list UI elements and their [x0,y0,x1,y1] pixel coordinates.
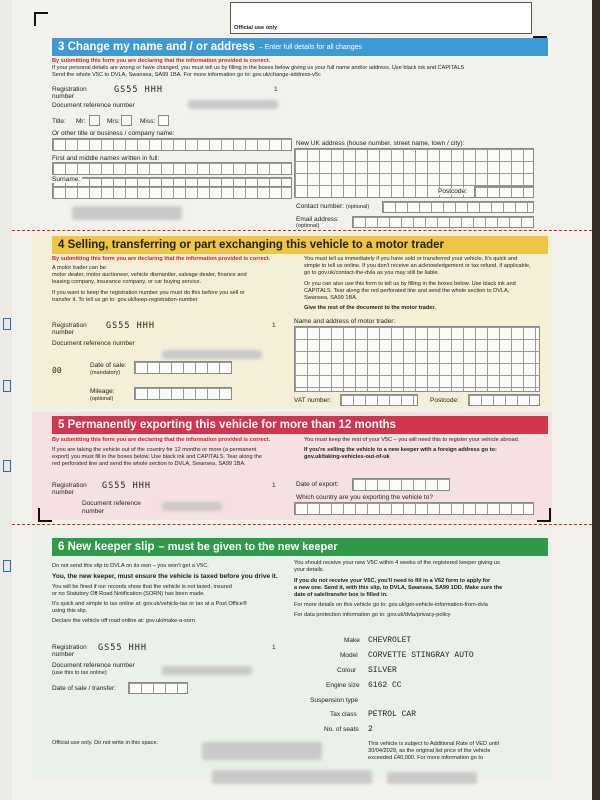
info-text: Or you can also use this form to tell us by filling in the boxes below. Use black ink and [304,281,516,287]
motor-trader-input[interactable] [294,326,540,392]
info-text: leasing company, insurance company, or car buying service. [52,279,202,285]
redacted-document-reference [162,502,222,511]
title-label: Title: [52,118,66,125]
redacted-text [72,206,182,220]
corner-mark [537,508,551,522]
mileage-input[interactable] [134,387,232,400]
registration-number-index: 1 [274,86,278,93]
document-reference-label: Document reference number [52,662,135,669]
mileage-label: Mileage: [90,388,115,395]
info-text: transfer it. To tell us go to: gov.uk/keep-registration-number [52,297,198,303]
seats-label: No. of seats [324,726,359,733]
info-text: Declare the vehicle off road online at: gov.uk/make-a-sorn [52,618,195,624]
info-text: simple to tell us online. If you don't receive an acknowledgement or tax refund, if applicable, [304,263,531,269]
redacted-document-reference [188,100,278,109]
info-text: date of sale/transfer box is filled in. [294,592,388,598]
registration-value: GS55 HHH [114,85,163,95]
vat-input[interactable] [340,394,418,406]
document-reference-note: (use this to tax online) [52,670,107,676]
edge-mark [3,380,11,392]
v5c-form-page [12,0,592,800]
section-title: New keeper slip [67,541,155,553]
section-6-header [52,538,548,556]
colour-value: SILVER [368,666,397,675]
registration-label: Registration number [52,482,87,496]
info-text: your details. [294,567,325,573]
new-address-label: New UK address (house number, street name, town / city): [296,140,465,147]
official-use-note: Official use only. Do not write in this space. [52,740,159,746]
section-number: 6 [58,541,65,553]
edge-mark [3,560,11,572]
date-of-sale-input[interactable] [134,361,232,374]
redacted-text [202,742,322,760]
info-text: CAPITALS. Tear along the red perforated line and send the whole section to DVLA, [304,288,510,294]
title-miss-checkbox[interactable] [158,115,169,126]
registration-value: GS55 HHH [98,643,147,653]
info-text: You must keep the rest of your V5C – you will need this to register your vehicle abroad. [304,437,520,443]
registration-value: GS55 HHH [106,321,155,331]
engine-size-label: Engine size [326,682,360,689]
motor-trader-label: Name and address of motor trader: [294,318,396,325]
email-optional-label: (optional) [296,223,320,229]
postcode-input[interactable] [474,186,534,198]
email-input[interactable] [352,216,534,228]
official-use-label: Official use only [234,25,278,31]
info-text: go to gov.uk/contact-the-dvla as you may still be liable. [304,270,440,276]
edge-mark [3,460,11,472]
make-value: CHEVROLET [368,636,412,645]
mandatory-note: (mandatory) [90,370,121,376]
registration-number-index: 1 [272,322,276,329]
surname-label: Surname: [52,176,81,183]
info-text: For more details on this vehicle go to: gov.uk/get-vehicle-information-from-dvla [294,602,488,608]
info-text: Swansea, SA99 1BA. [304,295,358,301]
info-text: It's quick and simple to tax online at: gov.uk/vehicle-tax or tax at a Post Office® [52,601,247,607]
ved-note: This vehicle is subject to Additional Rate of VED until [368,741,499,747]
postcode-input[interactable] [468,394,540,406]
info-text: For data protection information go to: gov.uk/dvla/privacy-policy [294,612,451,618]
official-use-box [230,2,532,34]
other-title-label: Or other title or business / company name: [52,130,175,137]
info-text: a new one. Send it, with this slip, to DVLA, Swansea, SA99 1DD. Make sure the [294,585,503,591]
section-5-header [52,416,548,434]
perforation-line [12,230,592,231]
tax-class-value: PETROL CAR [368,710,417,719]
declaration-warning: By submitting this form you are declaring that the information provided is correct. [52,437,271,443]
registration-value: GS55 HHH [102,481,151,491]
registration-label: Registration number [52,86,87,100]
document-reference-label: Document reference number [52,340,135,347]
vat-label: VAT number: [294,397,332,404]
section-number: 3 [58,41,65,53]
section-title: Permanently exporting this vehicle for more than 12 months [67,419,397,431]
contact-input[interactable] [382,201,534,213]
other-title-input[interactable] [52,138,292,151]
info-text: gov.uk/taking-vehicles-out-of-uk [304,454,390,460]
section-title: Change my name and / or address [67,41,255,53]
info-text: Do not send this slip to DVLA on its own – you won't get a V5C. [52,563,209,569]
intro-text: Send the whole V5C to DVLA, Swansea, SA99 1BA. For more information go to: gov.uk/change-address-v5c [52,72,321,78]
title-miss-label: Miss: [140,118,156,125]
document-reference-label: Document reference number [52,102,135,109]
model-label: Model [340,652,358,659]
section-subtitle: – Enter full details for all changes [258,43,362,51]
redacted-text [387,772,477,784]
info-text: motor dealer, motor auctioneer, vehicle dismantler, salvage dealer, finance and [52,272,247,278]
perforation-line [12,524,592,525]
info-text: You should receive your new V5C within 4 weeks of the registered keeper giving us [294,560,500,566]
registration-number-index: 1 [272,482,276,489]
document-reference-label: Document reference number [82,500,141,515]
info-text: A motor trader can be: [52,265,108,271]
info-text: If you are taking the vehicle out of the country for 12 months or more (a permanent [52,447,257,453]
declaration-warning: By submitting this form you are declaring that the information provided is correct. [52,58,271,64]
declaration-warning: By submitting this form you are declaring that the information provided is correct. [52,256,271,262]
colour-label: Colour [337,667,357,674]
section-number: 4 [58,239,65,251]
oo-marker: 00 [52,366,62,375]
ved-note: 30/04/2029, as the original list price of the vehicle [368,748,491,754]
date-of-transfer-input[interactable] [128,682,188,694]
first-names-input-line1[interactable] [52,162,292,175]
intro-text: If your personal details are wrong or have changed, you must tell us by filling in the boxes below giving us your full name and/or address. Use black ink and CAPITALS [52,65,465,71]
export-country-input[interactable] [294,502,534,515]
edge-mark [3,318,11,330]
suspension-type-label: Suspension type [310,697,359,704]
postcode-label: Postcode: [430,397,459,404]
ved-note: exceeded £40,000. For more information go to [368,755,484,761]
registration-number-index: 1 [272,644,276,651]
engine-size-value: 6162 CC [368,681,402,690]
optional-note: (optional) [90,396,114,402]
info-text: using this slip. [52,608,88,614]
corner-mark [38,508,52,522]
contact-label: Contact number: (optional) [296,203,370,210]
email-label: Email address: [296,216,339,223]
corner-mark [34,12,48,26]
redacted-document-reference [162,350,262,359]
seats-value: 2 [368,725,373,734]
title-mr-checkbox[interactable] [89,115,100,126]
registration-label: Registration number [52,644,87,658]
date-of-export-label: Date of export: [296,481,339,488]
info-text: You will be fined if our records show that the vehicle is not taxed, insured [52,584,232,590]
date-of-export-input[interactable] [352,478,450,491]
section-title: Selling, transferring or part exchanging this vehicle to a motor trader [67,239,444,251]
model-value: CORVETTE STINGRAY AUTO [368,651,474,660]
section-4-header [52,236,548,254]
export-country-label: Which country are you exporting the vehicle to? [296,494,433,501]
title-mr-label: Mr: [76,118,86,125]
info-text: red perforated line and send the whole section to DVLA, Swansea, SA99 1BA. [52,461,246,467]
first-names-label: First and middle names written in full: [52,155,160,162]
section-number: 5 [58,419,65,431]
info-text: You, the new keeper, must ensure the vehicle is taxed before you drive it. [52,573,278,580]
make-label: Make [344,637,360,644]
info-text: If you want to keep the registration number you must do this before you sell or [52,290,245,296]
date-of-sale-label: Date of sale: [90,362,127,369]
redacted-text [212,770,372,784]
surname-input[interactable] [52,186,292,199]
date-of-transfer-label: Date of sale / transfer: [52,685,116,692]
title-mrs-label: Mrs: [107,118,120,125]
info-text: You must tell us immediately if you have sold or transferred your vehicle. It's quick and [304,256,518,262]
postcode-label: Postcode: [438,188,467,195]
tax-class-label: Tax class [330,711,357,718]
redacted-document-reference [162,666,252,675]
section-3-header [52,38,548,56]
info-text: If you do not receive your V5C, you'll need to fill in a V62 form to apply for [294,578,491,584]
registration-label: Registration number [52,322,87,336]
info-text: Give the rest of the document to the motor trader. [304,305,436,311]
info-text: or no Statutory Off Road Notification (SORN) has been made. [52,591,205,597]
info-text: export) you must fill in the boxes below. Use black ink and CAPITALS. Tear along the [52,454,262,460]
title-mrs-checkbox[interactable] [121,115,132,126]
section-subtitle: – must be given to the new keeper [158,541,338,553]
info-text: If you're selling the vehicle to a new keeper with a foreign address go to: [304,447,497,453]
